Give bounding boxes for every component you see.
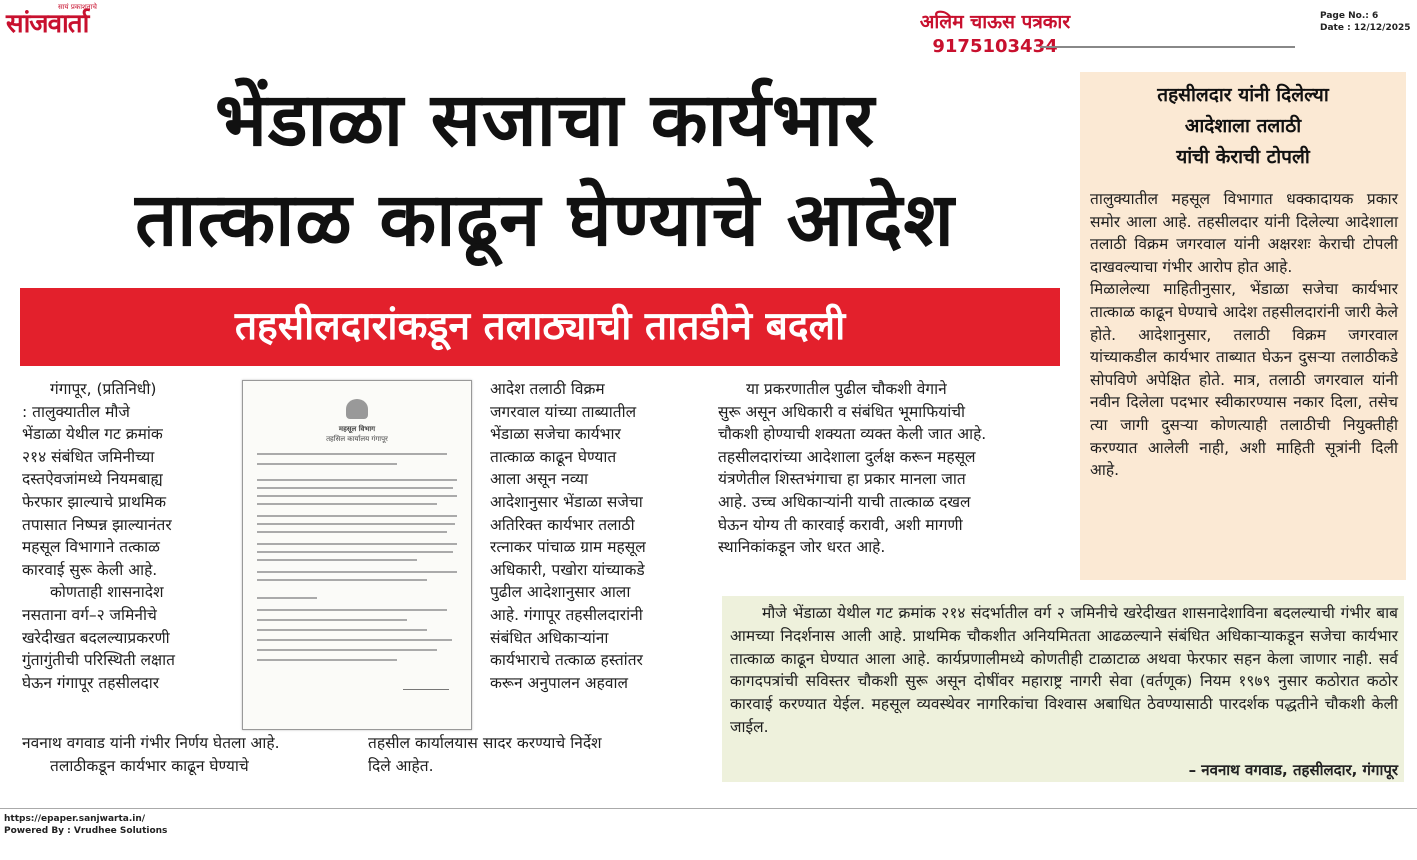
document-line xyxy=(257,479,457,481)
document-line xyxy=(257,597,317,599)
document-line xyxy=(257,571,457,573)
text-line: : तालुक्यातील मौजे xyxy=(22,402,130,421)
text-line: कार्यभाराचे तत्काळ हस्तांतर xyxy=(490,651,643,670)
footer-url-link[interactable]: https://epaper.sanjwarta.in/ xyxy=(4,814,146,824)
text-line: तलाठीकडून कार्यभार काढून घेण्याचे xyxy=(50,756,249,775)
header-divider xyxy=(1040,46,1295,48)
article-column-1-continued xyxy=(22,732,362,777)
sidebar-title-line: तहसीलदार यांनी दिलेल्या xyxy=(1157,84,1329,106)
text-line: संबंधित अधिकाऱ्यांना xyxy=(490,628,609,647)
document-line xyxy=(257,659,397,661)
text-line: तहसील कार्यालयास सादर करण्याचे निर्देश xyxy=(368,734,602,752)
footer-powered-by: Powered By : Vrudhee Solutions xyxy=(4,826,168,836)
signature xyxy=(403,675,449,690)
text-line: सुरू असून अधिकारी व संबंधित भूमाफियांची xyxy=(718,402,966,421)
text-line: अतिरिक्त कार्यभार तलाठी xyxy=(490,515,635,534)
text-line: पुढील आदेशानुसार आला xyxy=(490,583,631,602)
text-line: कोणताही शासनादेश xyxy=(50,583,164,602)
document-title: महसूल विभाग xyxy=(338,425,376,433)
document-line xyxy=(257,495,457,497)
text-line: गुंतागुंतीची परिस्थिती लक्षात xyxy=(22,651,175,670)
sidebar-paragraph: मिळालेल्या माहितीनुसार, भेंडाळा सजेचा कार्यभार तात्काळ काढून घेण्याचे आदेश तहसीलदारांनी जारी केले होते. आदेशानुसार, तलाठी विक्रम जगरवाल यांच्याकडील कार्यभार ताब्यात घेऊन दुसऱ्या तलाठीकडे सोपविणे अपेक्षित होते. मात्र, तलाठी जगरवाल यांनी नवीन दिलेला पदभार स्वीकारण्यास नकार दिला, तसेच त्या जागी दुसऱ्या कोणत्याही तलाठीची नियुक्तीही करण्यात आलेली नाही, अशी माहिती सूत्रांनी दिली आहे. xyxy=(1090,280,1398,480)
document-line xyxy=(257,543,457,545)
text-line: २१४ संबंधित जमिनीच्या xyxy=(22,447,155,466)
sidebar-title-line: यांची केराची टोपली xyxy=(1176,146,1310,168)
logo-tagline: सायं प्रकाशनाचे xyxy=(58,3,97,11)
text-line: महसूल विभागाने तत्काळ xyxy=(22,538,160,557)
text-line: घेऊन गंगापूर तहसीलदार xyxy=(22,673,160,692)
document-line xyxy=(257,515,457,517)
footer-divider xyxy=(0,808,1417,809)
logo-text: सांजवार्ता xyxy=(6,9,89,39)
text-line: भेंडाळा येथील गट क्रमांक xyxy=(22,425,163,444)
article-column-1 xyxy=(22,378,232,694)
text-line: नसताना वर्ग–२ जमिनीचे xyxy=(22,605,157,624)
document-subtitle: तहसिल कार्यालय गंगापूर xyxy=(326,435,388,443)
article-column-2 xyxy=(490,378,710,694)
sidebar-title-line: आदेशाला तलाठी xyxy=(1184,115,1302,137)
text-line: दस्तऐवजांमध्ये नियमबाह्य xyxy=(22,470,163,489)
document-line xyxy=(257,487,453,489)
text-line: फेरफार झाल्याचे प्राथमिक xyxy=(22,492,167,511)
text-line: आहे. उच्च अधिकाऱ्यांनी याची तात्काळ दखल xyxy=(718,492,971,511)
sidebar-title xyxy=(1080,80,1406,173)
text-line: चौकशी होण्याची शक्यता व्यक्त केली जात आहे. xyxy=(718,425,987,444)
text-line: कारवाई सुरू केली आहे. xyxy=(22,560,158,579)
headline-line-2: तात्काळ काढून घेण्याचे आदेश xyxy=(135,177,955,263)
document-line xyxy=(257,629,427,631)
document-line xyxy=(257,579,427,581)
sidebar-paragraph: तालुक्यातील महसूल विभागात धक्कादायक प्रकार समोर आला आहे. तहसीलदार यांनी दिलेल्या आदेशाला तलाठी विक्रम जगरवाल यांनी अक्षरशः केराची टोपली दाखवल्याचा गंभीर आरोप होत आहे. xyxy=(1090,190,1398,276)
article-column-2-continued xyxy=(368,732,698,777)
text-line: तहसीलदारांच्या आदेशाला दुर्लक्ष करून महसूल xyxy=(718,447,976,466)
text-line: यंत्रणेतील शिस्तभंगाचा हा प्रकार मानला जात xyxy=(718,470,966,489)
subheadline: तहसीलदारांकडून तलाठ्याची तातडीने बदली xyxy=(234,304,846,349)
document-line xyxy=(257,463,397,465)
text-line: अधिकारी, पखोरा यांच्याकडे xyxy=(490,560,645,579)
document-line xyxy=(257,619,407,621)
text-line: आला असून नव्या xyxy=(490,470,589,489)
sidebar-body xyxy=(1090,188,1398,482)
document-line xyxy=(257,531,447,533)
document-line xyxy=(257,551,453,553)
official-order-document-image xyxy=(242,380,472,730)
reporter-name: अलिम चाऊस पत्रकार xyxy=(919,11,1071,33)
text-line: घेऊन योग्य ती कारवाई करावी, अशी मागणी xyxy=(718,515,963,534)
quote-text: मौजे भेंडाळा येथील गट क्रमांक २१४ संदर्भातील वर्ग २ जमिनीचे खरेदीखत शासनादेशाविना बदलल्याची गंभीर बाब आमच्या निदर्शनास आली आहे. प्राथमिक चौकशीत अनियमितता आढळल्याने संबंधित अधिकाऱ्याकडून सजेचा कार्यभार तात्काळ काढून घेण्यात आला आहे. कार्यप्रणालीमध्ये कोणतीही टाळाटाळ अथवा फेरफार सहन केला जाणार नाही. सर्व कागदपत्रांची सविस्तर चौकशी सुरू असून दोषींवर महाराष्ट्र नागरी सेवा (वर्तणूक) नियम १९७९ नुसार कठोरात कठोर कारवाई करण्यात येईल. महसूल व्यवस्थेवर नागरिकांचा विश्वास अबाधित ठेवण्यासाठी पारदर्शक पद्धतीने चौकशी केली जाईल. xyxy=(730,604,1398,736)
page-info xyxy=(1320,10,1411,34)
text-line: करून अनुपालन अहवाल xyxy=(490,673,628,692)
text-line: रत्नाकर पांचाळ ग्राम महसूल xyxy=(490,538,646,557)
page-number: Page No.: 6 xyxy=(1320,11,1379,21)
text-line: खरेदीखत बदलल्याप्रकरणी xyxy=(22,628,170,647)
newspaper-logo xyxy=(6,4,124,44)
text-line: नवनाथ वगवाड यांनी गंभीर निर्णय घेतला आहे. xyxy=(22,734,280,752)
headline-line-1: भेंडाळा सजाचा कार्यभार xyxy=(214,77,876,163)
text-line: जगरवाल यांच्या ताब्यातील xyxy=(490,402,637,421)
text-line: स्थानिकांकडून जोर धरत आहे. xyxy=(718,538,886,557)
document-line xyxy=(257,639,452,641)
text-line: या प्रकरणातील पुढील चौकशी वेगाने xyxy=(746,380,947,398)
reporter-phone: 9175103434 xyxy=(932,36,1058,57)
text-line: दिले आहेत. xyxy=(368,756,434,775)
document-line xyxy=(257,503,437,505)
headline xyxy=(20,70,1070,270)
document-line xyxy=(257,453,447,455)
quote-author: – नवनाथ वगवाड, तहसीलदार, गंगापूर xyxy=(1188,761,1398,779)
document-line xyxy=(257,523,455,525)
document-line xyxy=(257,649,437,651)
text-line: गंगापूर, (प्रतिनिधी) xyxy=(50,380,157,398)
text-line: आदेशानुसार भेंडाळा सजेचा xyxy=(490,492,643,511)
text-line: तात्काळ काढून घेण्यात xyxy=(490,447,617,466)
document-line xyxy=(257,609,447,611)
text-line: तपासात निष्पन्न झाल्यानंतर xyxy=(22,515,172,534)
text-line: आहे. गंगापूर तहसीलदारांनी xyxy=(490,605,643,624)
text-line: भेंडाळा सजेचा कार्यभार xyxy=(490,425,621,444)
document-line xyxy=(257,559,417,561)
emblem-icon xyxy=(346,399,368,419)
article-column-3 xyxy=(718,378,1063,559)
page-date: Date : 12/12/2025 xyxy=(1320,23,1411,33)
text-line: आदेश तलाठी विक्रम xyxy=(490,380,605,398)
